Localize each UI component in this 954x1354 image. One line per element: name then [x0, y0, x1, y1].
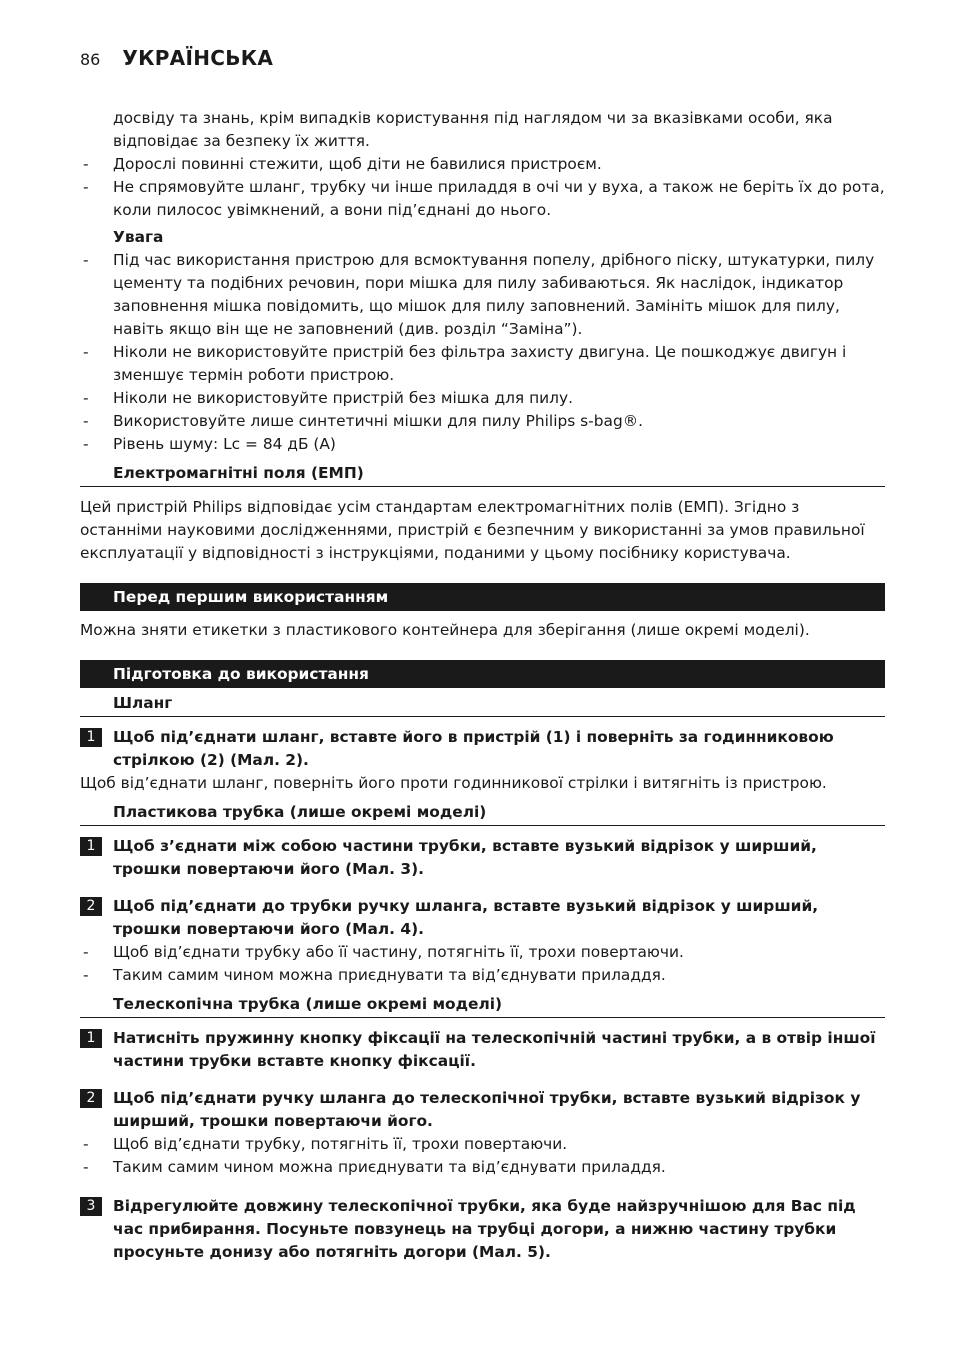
plastic-tube-bullet: - Таким самим чином можна приєднувати та від’єднувати приладдя. [83, 966, 666, 984]
caution-bullet: - Під час використання пристрою для всмоктування попелу, дрібного піску, штукатурки, пилу цементу та подібних речовин, пори мішка для пилу забиваються. Як наслідок, індикатор заповнення мішка повідомить, що мішок для пилу заповнений. Замініть мішок для пилу, навіть якщо він ще не заповнений (див. розділ “Заміна”). [83, 251, 875, 338]
page-header [80, 46, 273, 70]
telescopic-tube-heading: Телескопічна трубка (лише окремі моделі) [80, 993, 885, 1018]
telescopic-tube-step [80, 1087, 885, 1133]
preparing-section-bar: Підготовка до використання [80, 660, 885, 688]
page-number: 86 [80, 50, 101, 69]
step-text: Щоб під’єднати ручку шланга до телескопічної трубки, вставте вузький відрізок у ширший, трошки повертаючи його. [113, 1089, 861, 1130]
step-number-badge: 1 [80, 837, 102, 856]
plastic-tube-step [80, 835, 885, 881]
page-content [80, 107, 885, 1264]
caution-heading: Увага [113, 228, 164, 246]
caution-bullet: - Ніколи не використовуйте пристрій без фільтра захисту двигуна. Це пошкоджує двигун і зменшує термін роботи пристрою. [83, 343, 847, 384]
step-text: Щоб з’єднати між собою частини трубки, вставте вузький відрізок у ширший, трошки повертаючи його (Мал. 3). [113, 837, 817, 878]
emf-text: Цей пристрій Philips відповідає усім стандартам електромагнітних полів (ЕМП). Згідно з останніми науковими дослідженнями, пристрій є безпечним у використанні за умов правильної експлуатації у відповідності з інструкціями, поданими у цьому посібнику користувача. [80, 498, 865, 562]
telescopic-tube-bullet: - Таким самим чином можна приєднувати та від’єднувати приладдя. [83, 1158, 666, 1176]
page-language-title: УКРАЇНСЬКА [122, 46, 274, 70]
step-text: Щоб під’єднати до трубки ручку шланга, вставте вузький відрізок у ширший, трошки повертаючи його (Мал. 4). [113, 897, 819, 938]
intro-bullet: - Не спрямовуйте шланг, трубку чи інше приладдя в очі чи у вуха, а також не беріть їх до рота, коли пилосос увімкнений, а вони під’єднані до нього. [83, 178, 885, 219]
step-number-badge: 2 [80, 1089, 102, 1108]
before-first-use-text: Можна зняти етикетки з пластикового контейнера для зберігання (лише окремі моделі). [80, 621, 810, 639]
telescopic-tube-step [80, 1027, 885, 1073]
telescopic-tube-step [80, 1195, 885, 1264]
hose-step [80, 726, 885, 772]
intro-bullet: - Дорослі повинні стежити, щоб діти не бавилися пристроєм. [83, 155, 602, 173]
hose-heading: Шланг [80, 692, 885, 717]
hose-note: Щоб від’єднати шланг, поверніть його проти годинникової стрілки і витягніть із пристрою. [80, 774, 827, 792]
caution-bullet: - Ніколи не використовуйте пристрій без мішка для пилу. [83, 389, 573, 407]
step-number-badge: 1 [80, 1029, 102, 1048]
step-number-badge: 2 [80, 897, 102, 916]
plastic-tube-step [80, 895, 885, 941]
plastic-tube-heading: Пластикова трубка (лише окремі моделі) [80, 801, 885, 826]
telescopic-tube-bullet: - Щоб від’єднати трубку, потягніть її, трохи повертаючи. [83, 1135, 568, 1153]
step-text: Відрегулюйте довжину телескопічної трубки, яка буде найзручнішою для Вас під час прибирання. Посуньте повзунець на трубці догори, а нижню частину трубки просуньте донизу або потягніть догори (Мал. 5). [113, 1197, 856, 1261]
before-first-use-section-bar: Перед першим використанням [80, 583, 885, 611]
emf-heading: Електромагнітні поля (ЕМП) [80, 462, 885, 487]
step-number-badge: 1 [80, 728, 102, 747]
caution-bullet: - Рівень шуму: Lc = 84 дБ (A) [83, 435, 336, 453]
plastic-tube-bullet: - Щоб від’єднати трубку або її частину, потягніть її, трохи повертаючи. [83, 943, 684, 961]
intro-continuation: досвіду та знань, крім випадків користування під наглядом чи за вказівками особи, яка відповідає за безпеку їх життя. [113, 109, 833, 150]
step-text: Щоб під’єднати шланг, вставте його в пристрій (1) і поверніть за годинниковою стрілкою (2) (Мал. 2). [113, 728, 834, 769]
caution-bullet: - Використовуйте лише синтетичні мішки для пилу Philips s-bag®. [83, 412, 643, 430]
step-number-badge: 3 [80, 1197, 102, 1216]
step-text: Натисніть пружинну кнопку фіксації на телескопічній частині трубки, а в отвір іншої частини трубки вставте кнопку фіксації. [113, 1029, 876, 1070]
